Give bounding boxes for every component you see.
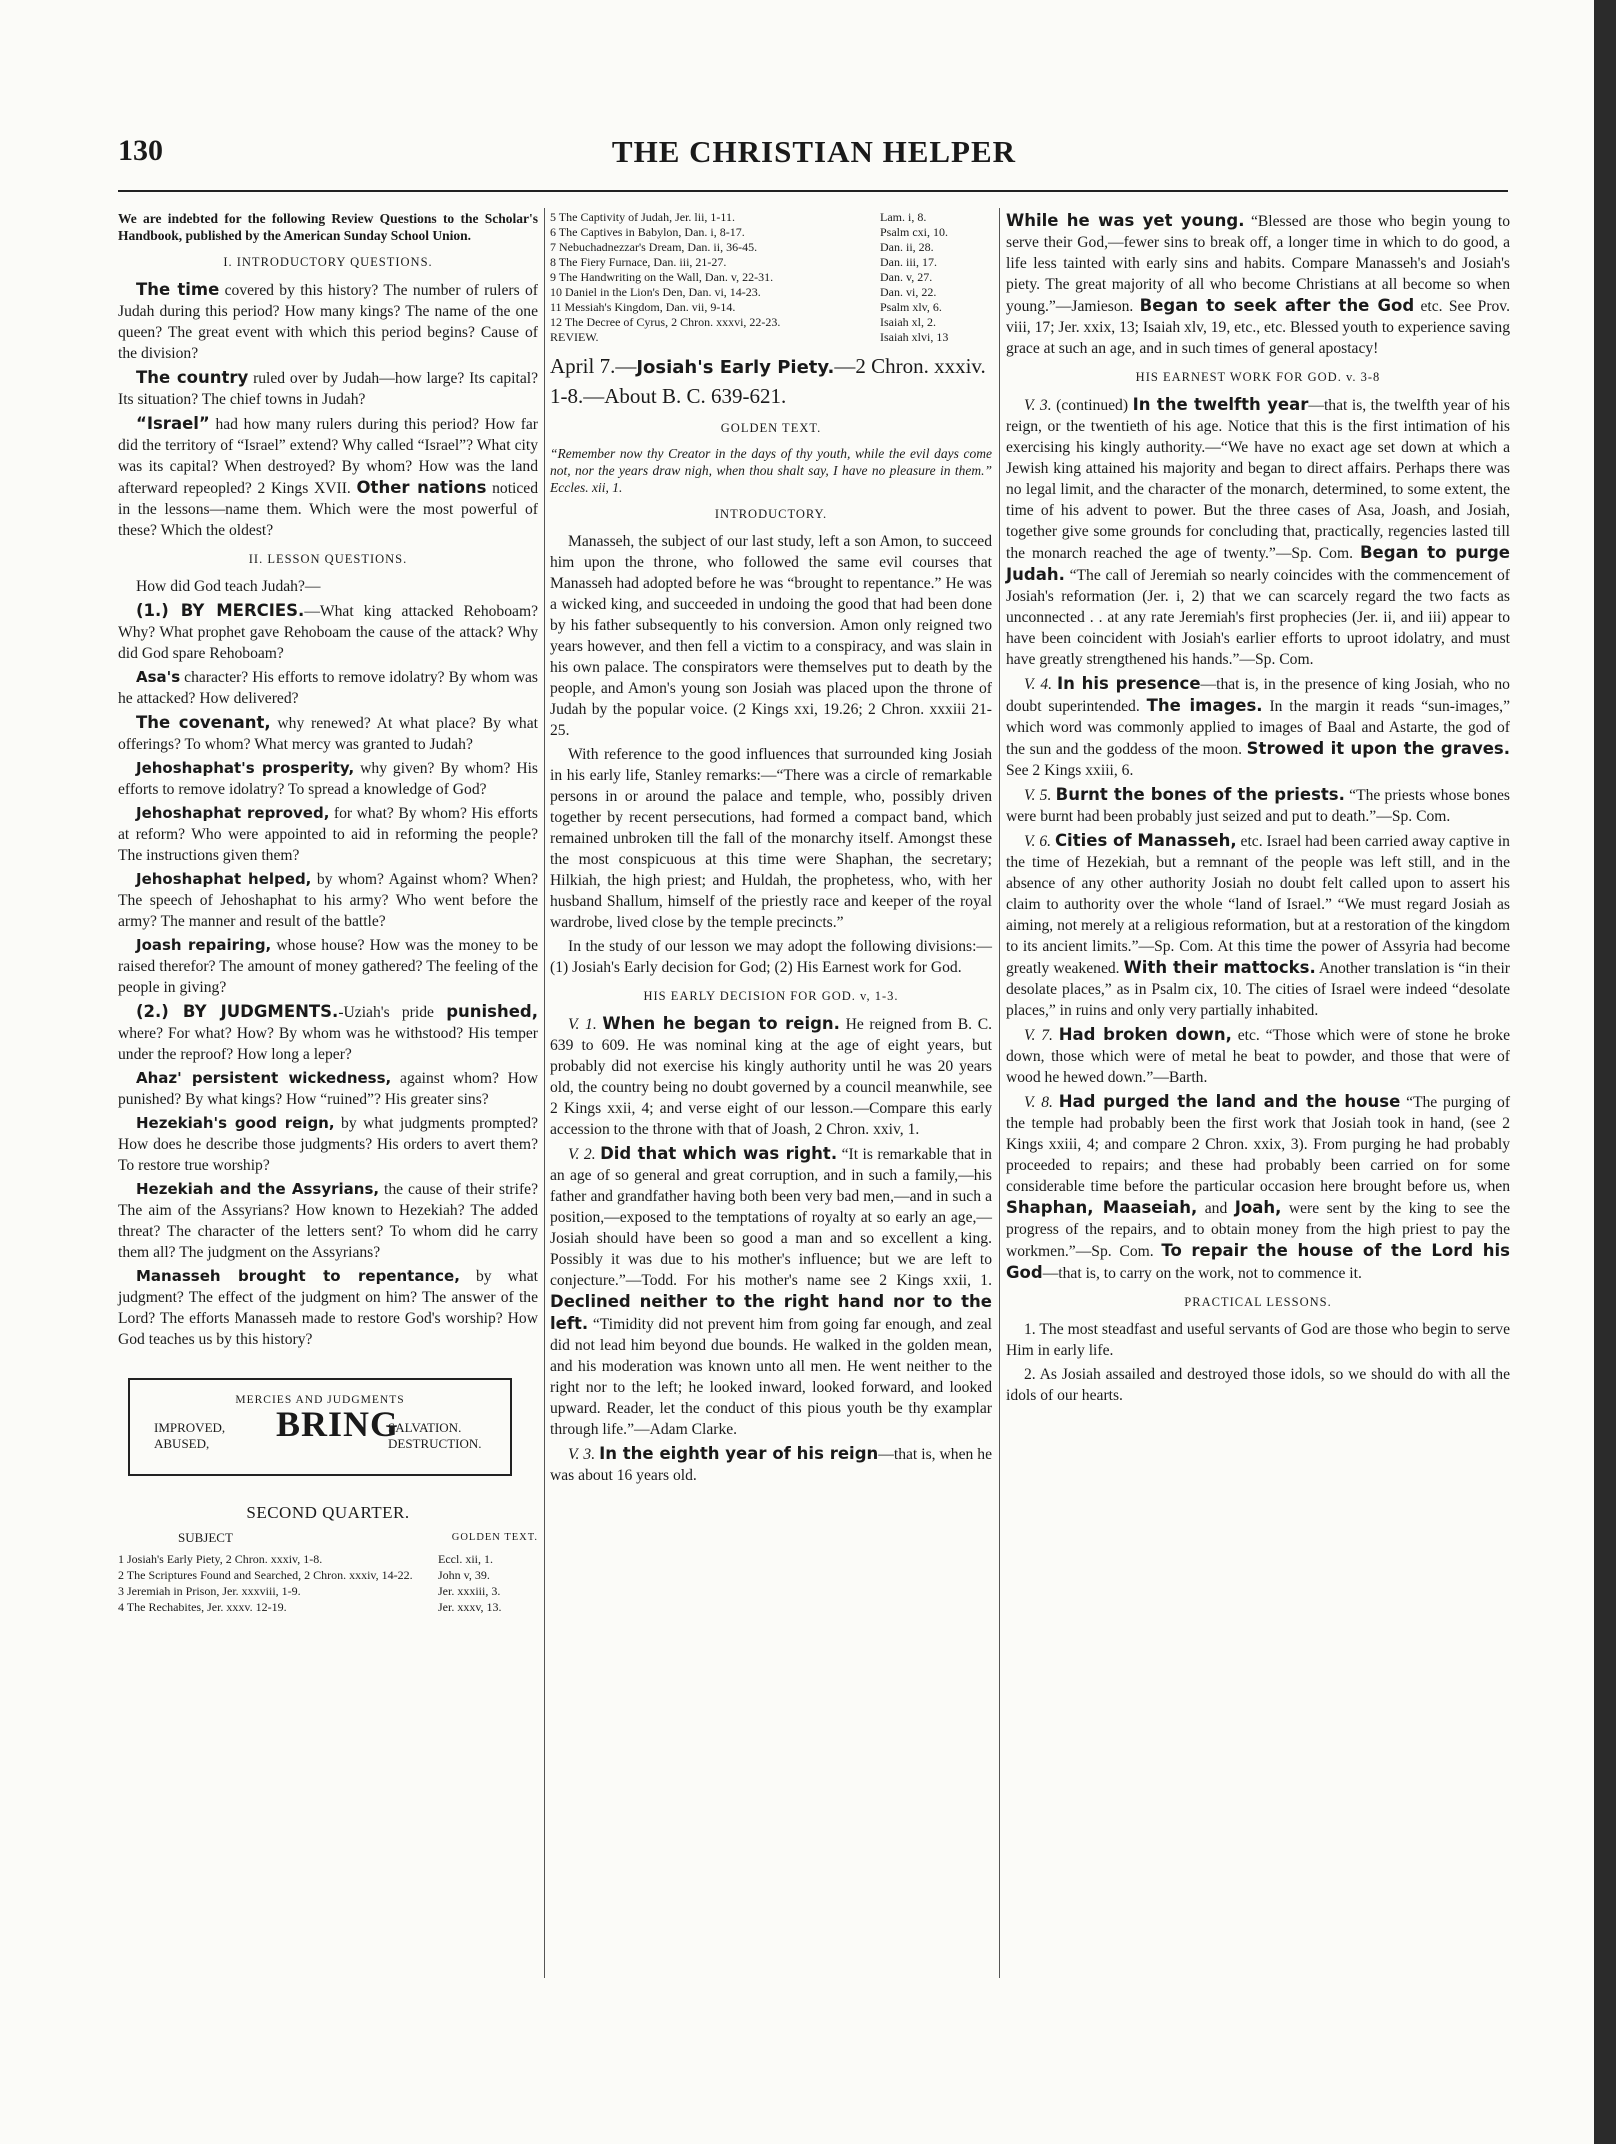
schedule-golden-text: Psalm xlv, 6. <box>880 300 942 314</box>
question-paragraph: The covenant, why renewed? At what place? By what offerings? To whom? What mercy was granted to Judah? <box>118 713 538 753</box>
verse-paragraph: V. 3. (continued) In the twelfth year—that is, the twelfth year of his reign, or the twentieth of his age. Notice that this is the first intimation of his exercising his kingly authority.—“We have no exact age set down at which a Jewish king attained his majority and began to direct affairs. Perhaps there was no legal limit, and the character of the monarch, determined, to some extent, the time of his advent to power. But the three cases of Asa, Joash, and Josiah, together give some grounds for concluding that, practically, regencies lasted till the monarch reached the age of twenty.”—Sp. Com. Began to purge Judah. “The call of Jeremiah so nearly coincides with the commencement of Josiah's reformation (Jer. i, 2) that we can scarcely regard the two facts as unconnected . . at any rate Jeremiah's first prophecies (Jer. ii, and iii) appear to have been coincident with Josiah's earlier efforts to uproot idolatry, and must have greatly strengthened his hands.”—Sp. Com. <box>1006 395 1510 668</box>
intro-note: We are indebted for the following Review Questions to the Scholar's Handbook, published by the American Sunday School Union. <box>118 211 538 243</box>
body-paragraph: With reference to the good influences that surrounded king Josiah in his early life, Stanley remarks:—“There was a circle of remarkable persons in or around the palace and temple, who, possibly driven together by recent persecutions, had formed a compact band, which remained unbroken till the fall of the monarchy itself. Amongst these the most conspicuous at this time were Shaphan, the secretary; Hilkiah, the high priest; and Huldah, the prophetess, who, with her husband Shallum, himself of the priestly race and keeper of the royal wardrobe, lived close by the temple precincts.” <box>550 746 992 931</box>
question-paragraph: “Israel” had how many rulers during this period? How far did the territory of “Israel” extend? Why called “Israel”? What city was its capital? When destroyed? By whom? How was the land afterward repeopled? 2 Kings XVII. Other nations noticed in the lessons—name them. Which were the most powerful of these? Which the oldest? <box>118 414 539 539</box>
box-title: MERCIES AND JUDGMENTS <box>235 1394 405 1406</box>
schedule-subject: 3 Jeremiah in Prison, Jer. xxxviii, 1-9. <box>118 1584 301 1598</box>
box-right-words: SALVATION. DESTRUCTION. <box>388 1420 482 1451</box>
question-paragraph: The country ruled over by Judah—how large? Its capital? Its situation? The chief towns in Judah? <box>118 368 538 408</box>
schedule-row <box>550 330 992 344</box>
header-rule <box>118 190 1508 192</box>
verse-paragraph: V. 5. Burnt the bones of the priests. “The priests whose bones were burnt had been probably just seized and put to death.”—Sp. Com. <box>1006 785 1511 825</box>
question-paragraph: The time covered by this history? The number of rulers of Judah during this period? How many kings? The name of the one queen? The great event with which this period begins? Cause of the division? <box>118 280 538 362</box>
schedule-row <box>550 270 992 284</box>
schedule-subject: 8 The Fiery Furnace, Dan. iii, 21-27. <box>550 255 727 269</box>
practical-lesson: 1. The most steadfast and useful servants of God are those who begin to serve Him in early life. <box>1006 1321 1510 1359</box>
mercies-judgments-box <box>128 1378 512 1476</box>
schedule-row <box>550 210 992 224</box>
body-paragraph: In the study of our lesson we may adopt the following divisions:—(1) Josiah's Early decision for God; (2) His Earnest work for God. <box>550 938 992 976</box>
schedule-golden-text: Dan. v, 27. <box>880 270 933 284</box>
schedule-row <box>550 255 992 269</box>
schedule-subject: 7 Nebuchadnezzar's Dream, Dan. ii, 36-45. <box>550 240 758 254</box>
column-2 <box>550 210 992 1489</box>
schedule-golden-text: John v, 39. <box>438 1568 490 1582</box>
schedule-row <box>550 300 992 314</box>
question-paragraph: Jehoshaphat helped, by whom? Against whom? When? The speech of Jehoshaphat to his army? Who went before the army? The manner and result of the battle? <box>118 870 538 930</box>
schedule-subject: 2 The Scriptures Found and Searched, 2 Chron. xxxiv, 14-22. <box>118 1568 413 1582</box>
schedule-row <box>118 1584 538 1598</box>
schedule-golden-text: Eccl. xii, 1. <box>438 1552 493 1566</box>
schedule-golden-text: Dan. ii, 28. <box>880 240 934 254</box>
second-quarter-list <box>118 1552 538 1614</box>
question-paragraph: Jehoshaphat reproved, for what? By whom? His efforts at reform? Who were appointed to aid in reforming the people? The instructions given them? <box>118 804 538 864</box>
verse-paragraph: While he was yet young. “Blessed are those who begin young to serve their God,—fewer sins to break off, a longer time in which to do good, a life less tainted with early sins and habits. Compare Manasseh's and Josiah's piety. The great majority of all who become Christians at all become so when young.”—Jamieson. Began to seek after the God etc. See Prov. viii, 17; Jer. xxix, 13; Isaiah xlv, 19, etc., etc. Blessed youth to experience saving grace at such an age, and in such times of general apostacy! <box>1006 211 1510 357</box>
schedule-row <box>550 225 992 239</box>
verse-paragraph: V. 6. Cities of Manasseh, etc. Israel had been carried away captive in the time of Hezekiah, but a remnant of the people was left still, and in the absence of any other authority Josiah no doubt felt called upon to assert his claim to authority over the whole “land of Israel.” “We must regard Josiah as aiming, not merely at a religious reformation, but at a restoration of the kingdom to its ancient limits.”—Sp. Com. At this time the power of Assyria had become greatly weakened. With their mattocks. Another translation is “in their desolate places,” as in Psalm cix, 10. The cities of Israel were indeed “desolate places,” in ruins and only very partially inhabited. <box>1006 831 1510 1019</box>
verse-paragraph: V. 2. Did that which was right. “It is remarkable that in an age of so general and great corruption, and in such a family,—his father and grandfather having both been very bad men,—and in such a position,—exposed to the temptations of royalty at so early an age,—Josiah should have been so good a man and so excellent a king. Possibly it was due to his mother's influence; but we are left to conjecture.”—Todd. For his mother's name see 2 Kings xxii, 1. Declined neither to the right hand nor to the left. “Timidity did not prevent him from going far enough, and zeal did not lead him beyond due bounds. He walked in the golden mean, and his moderation was known unto all men. He went neither to the right nor to the left; he looked inward, looked forward, and looked upward. Reader, let the conduct of this pious youth be thy examplar through life.”—Adam Clarke. <box>550 1144 992 1438</box>
schedule-row <box>550 285 992 299</box>
question-paragraph: (2.) BY JUDGMENTS.-Uziah's pride punished, where? For what? How? By whom was he withstood? His temper under the reproof? How long a leper? <box>118 1002 538 1063</box>
schedule-golden-text: Isaiah xl, 2. <box>880 315 936 329</box>
schedule-subject: 4 The Rechabites, Jer. xxxv. 12-19. <box>118 1600 287 1614</box>
column-divider-1 <box>544 208 545 1978</box>
schedule-golden-text: Isaiah xlvi, 13 <box>880 330 949 344</box>
question-paragraph: Hezekiah's good reign, by what judgments prompted? How does he describe those judgments? His orders to avert them? To restore true worship? <box>118 1114 538 1174</box>
verse-paragraph: V. 4. In his presence—that is, in the presence of king Josiah, who no doubt superintended. The images. In the margin it reads “sun-images,” which word was commonly applied to images of Baal and Astarte, the god of the sun and the goddess of the moon. Strowed it upon the graves. See 2 Kings xxiii, 6. <box>1006 674 1511 779</box>
practical-lesson: 2. As Josiah assailed and destroyed those idols, so we should do with all the idols of our hearts. <box>1006 1366 1510 1404</box>
schedule-golden-text: Lam. i, 8. <box>880 210 927 224</box>
verse-paragraph: V. 7. Had broken down, etc. “Those which were of stone he broke down, those which were of metal he beat to powder, and those that were of wood he hewed down.”—Barth. <box>1006 1025 1511 1086</box>
schedule-row <box>550 315 992 329</box>
lesson-title: April 7.—Josiah's Early Piety.—2 Chron. xxxiv. 1-8.—About B. C. 639-621. <box>550 354 986 408</box>
early-decision-heading: HIS EARLY DECISION FOR GOD. v, 1-3. <box>643 989 899 1003</box>
column-divider-2 <box>999 208 1000 1978</box>
body-paragraph: Manasseh, the subject of our last study, left a son Amon, to succeed him upon the throne, who followed the same evil courses that Manasseh had adopted before he was “brought to repentance.” He was a wicked king, and succeeded in undoing the good that had been done by his father subsequently to his conversion. Amon only reigned two years however, and then fell a victim to a conspiracy, and was slain in his own palace. The conspirators were themselves put to death by the people, and Amon's young son Josiah was placed upon the throne of Judah by the popular voice. (2 Kings xxi, 19.26; 2 Chron. xxxiii 21-25. <box>550 533 992 739</box>
schedule-subject: 11 Messiah's Kingdom, Dan. vii, 9-14. <box>550 300 736 314</box>
schedule-subject: 10 Daniel in the Lion's Den, Dan. vi, 14-23. <box>550 285 761 299</box>
scan-edge <box>1594 0 1616 2144</box>
golden-text: “Remember now thy Creator in the days of thy youth, while the evil days come not, nor the years draw nigh, when thou shalt say, I have no pleasure in them.” Eccles. xii, 1. <box>550 446 992 495</box>
schedule-row <box>118 1552 538 1566</box>
schedule-golden-text: Dan. iii, 17. <box>880 255 937 269</box>
schedule-subject: 5 The Captivity of Judah, Jer. lii, 1-11. <box>550 210 735 224</box>
golden-text-heading: GOLDEN TEXT. <box>720 421 822 435</box>
column-3 <box>1006 210 1510 1409</box>
earnest-work-heading: HIS EARNEST WORK FOR GOD. v. 3-8 <box>1135 370 1381 384</box>
schedule-row <box>118 1568 538 1582</box>
page-header <box>118 134 1510 184</box>
box-center-word: BRING <box>276 1404 400 1444</box>
question-paragraph: Hezekiah and the Assyrians, the cause of their strife? The aim of the Assyrians? How known to Hezekiah? The added threat? The character of the letters sent? To whom did he carry them all? The judgment on the Assyrians? <box>118 1180 538 1261</box>
schedule-golden-text: Jer. xxxiii, 3. <box>438 1584 501 1598</box>
schedule-subject: REVIEW. <box>550 330 599 344</box>
verse-paragraph: V. 1. When he began to reign. He reigned from B. C. 639 to 609. He was nominal king at the age of eight years, but probably did not exercise his kingly authority until he was 20 years old, the country being no doubt governed by a council meanwhile, see 2 Kings xxii, 4; and verse eight of our lesson.—Compare this early accession to the throne with that of Joash, 2 Chron. xxiv, 1. <box>550 1014 993 1138</box>
column-1 <box>118 210 538 1616</box>
schedule-golden-text: Jer. xxxv, 13. <box>438 1600 502 1614</box>
schedule-subject: 6 The Captives in Babylon, Dan. i, 8-17. <box>550 225 745 239</box>
introductory-heading: INTRODUCTORY. <box>714 507 828 521</box>
question-paragraph: Asa's character? His efforts to remove idolatry? By whom was he attacked? How delivered? <box>118 668 538 707</box>
page-number: 130 <box>118 134 163 167</box>
question-paragraph: Jehoshaphat's prosperity, why given? By whom? His efforts to remove idolatry? To spread a knowledge of God? <box>118 759 538 798</box>
schedule-row <box>550 240 992 254</box>
question-paragraph: Manasseh brought to repentance, by what judgment? The effect of the judgment on him? The answer of the Lord? The efforts Manasseh made to restore God's worship? How God teaches us by this history? <box>118 1267 538 1348</box>
lesson-schedule <box>550 210 992 344</box>
question-paragraph: How did God teach Judah?— <box>136 578 321 595</box>
schedule-subject: 1 Josiah's Early Piety, 2 Chron. xxxiv, 1-8. <box>118 1552 323 1566</box>
schedule-golden-text: Dan. vi, 22. <box>880 285 937 299</box>
journal-title: THE CHRISTIAN HELPER <box>611 134 1017 169</box>
schedule-subject: 9 The Handwriting on the Wall, Dan. v, 22-31. <box>550 270 774 284</box>
section-heading: I. INTRODUCTORY QUESTIONS. <box>223 255 433 269</box>
practical-lessons-heading: PRACTICAL LESSONS. <box>1184 1295 1332 1309</box>
question-paragraph: (1.) BY MERCIES.—What king attacked Rehoboam? Why? What prophet gave Rehoboam the cause of the attack? Why did God spare Rehoboam? <box>118 601 538 662</box>
second-quarter-subhead: SUBJECT GOLDEN TEXT. <box>178 1530 538 1545</box>
verse-paragraph: V. 3. In the eighth year of his reign—that is, when he was about 16 years old. <box>550 1444 992 1484</box>
box-left-words: IMPROVED, ABUSED, <box>154 1420 226 1451</box>
second-quarter-title: SECOND QUARTER. <box>246 1503 410 1522</box>
schedule-golden-text: Psalm cxi, 10. <box>880 225 948 239</box>
schedule-subject: 12 The Decree of Cyrus, 2 Chron. xxxvi, 22-23. <box>550 315 781 329</box>
verse-paragraph: V. 8. Had purged the land and the house “The purging of the temple had probably been the first work that Josiah took in hand, (see 2 Kings xxiii, 4; and compare 2 Chron. xxix, 3). From purging he had probably proceeded to repairs; and these had probably been carried on for some considerable time before the particular occasion here brought before us, when Shaphan, Maaseiah, and Joah, were sent by the king to see the progress of the repairs, and to obtain money from the high priest to pay the workmen.”—Sp. Com. To repair the house of the Lord his God—that is, to carry on the work, not to commence it. <box>1006 1092 1511 1282</box>
section-heading: II. LESSON QUESTIONS. <box>248 552 408 566</box>
schedule-row <box>118 1600 538 1614</box>
question-paragraph: Joash repairing, whose house? How was the money to be raised therefor? The amount of money gathered? The feeling of the people in giving? <box>118 936 538 996</box>
question-paragraph: Ahaz' persistent wickedness, against whom? How punished? By what kings? How “ruined”? His greater sins? <box>118 1069 538 1108</box>
